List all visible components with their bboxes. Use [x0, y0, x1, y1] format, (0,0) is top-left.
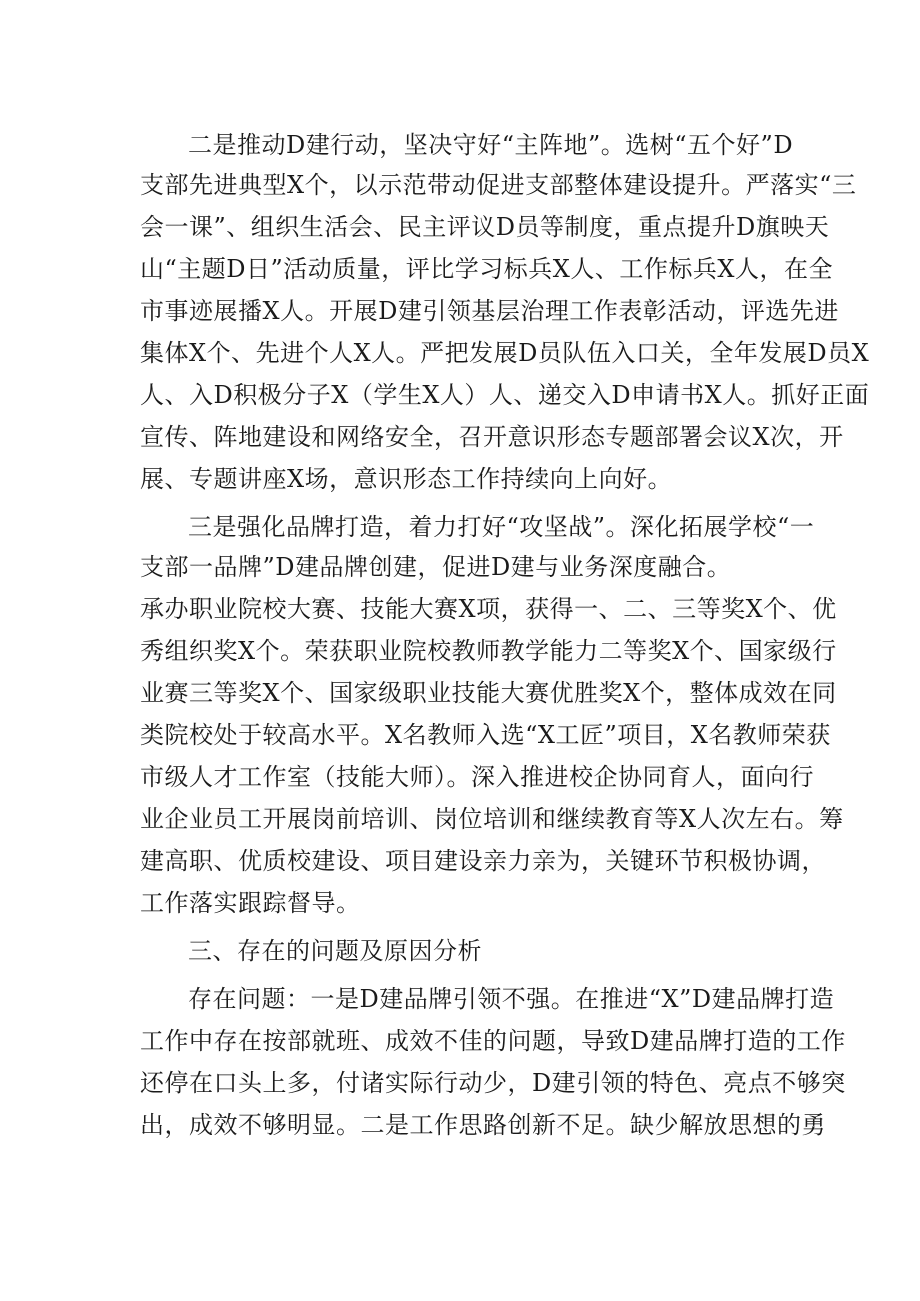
- text-line: 工作落实跟踪督导。: [140, 889, 361, 917]
- text-line: 二是推动D建行动，坚决守好“主阵地”。选树“五个好”D: [188, 131, 794, 159]
- text-line: 支部一品牌”D建品牌创建，促进D建与业务深度融合。: [140, 553, 732, 581]
- text-line: 宣传、阵地建设和网络安全，召开意识形态专题部署会议X次，开: [140, 423, 844, 451]
- text-line: 市事迹展播X人。开展D建引领基层治理工作表彰活动，评选先进: [140, 297, 839, 325]
- text-line: 承办职业院校大赛、技能大赛X项，获得一、二、三等奖X个、优: [140, 595, 837, 623]
- text-line: 建高职、优质校建设、项目建设亲力亲为，关键环节积极协调，: [140, 847, 826, 875]
- text-line: 业企业员工开展岗前培训、岗位培训和继续教育等X人次左右。筹: [140, 805, 844, 833]
- text-line: 业赛三等奖X个、国家级职业技能大赛优胜奖X个，整体成效在同: [140, 679, 837, 707]
- text-line: 秀组织奖X个。荣获职业院校教师教学能力二等奖X个、国家级行: [140, 637, 837, 665]
- section-heading: 三、存在的问题及原因分析: [188, 937, 482, 965]
- text-line: 三是强化品牌打造，着力打好“攻坚战”。深化拓展学校“一: [188, 513, 815, 541]
- text-line: 出，成效不够明显。二是工作思路创新不足。缺少解放思想的勇: [140, 1111, 826, 1139]
- text-line: 人、入D积极分子X（学生X人）人、递交入D申请书X人。抓好正面: [140, 381, 870, 409]
- text-line: 还停在口头上多，付诸实际行动少，D建引领的特色、亮点不够突: [140, 1069, 846, 1097]
- text-line: 集体X个、先进个人X人。严把发展D员队伍入口关，全年发展D员X: [140, 339, 870, 367]
- text-line: 工作中存在按部就班、成效不佳的问题，导致D建品牌打造的工作: [140, 1027, 846, 1055]
- text-line: 山“主题D日”活动质量，评比学习标兵X人、工作标兵X人，在全: [140, 255, 833, 283]
- text-line: 类院校处于较高水平。X名教师入选“X工匠”项目，X名教师荣获: [140, 721, 831, 749]
- text-line: 展、专题讲座X场，意识形态工作持续向上向好。: [140, 465, 673, 493]
- text-line: 会一课”、组织生活会、民主评议D员等制度，重点提升D旗映天: [140, 213, 830, 241]
- text-line: 存在问题：一是D建品牌引领不强。在推进“X”D建品牌打造: [188, 985, 835, 1013]
- text-line: 市级人才工作室（技能大师）。深入推进校企协同育人，面向行: [140, 763, 814, 791]
- text-line: 支部先进典型X个，以示范带动促进支部整体建设提升。严落实“三: [140, 171, 857, 199]
